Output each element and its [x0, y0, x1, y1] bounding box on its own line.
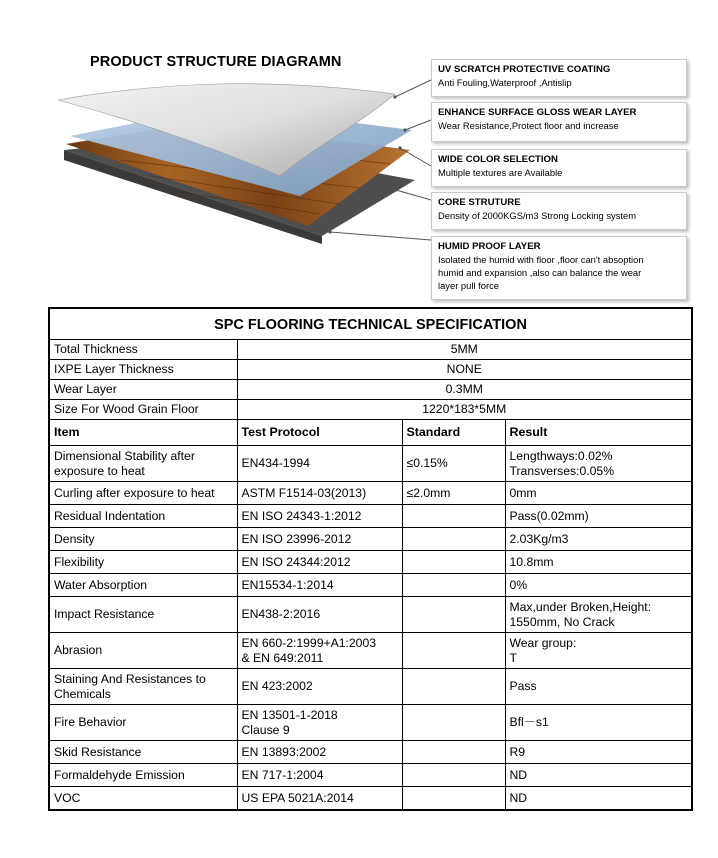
- layer-desc: Isolated the humid with floor ,floor can't absoption: [438, 254, 644, 265]
- standard-cell: [402, 551, 505, 574]
- column-header: Result: [505, 420, 691, 446]
- layer-label-uv: [431, 59, 687, 97]
- spec-value: 1220*183*5MM: [237, 400, 691, 420]
- result-cell: ND: [505, 764, 691, 787]
- layer-desc: Density of 2000KGS/m3 Strong Locking system: [438, 210, 637, 221]
- spec-label: Wear Layer: [50, 380, 237, 400]
- standard-cell: [402, 528, 505, 551]
- item-cell: Residual Indentation: [50, 505, 237, 528]
- standard-cell: [402, 597, 505, 633]
- result-cell: Lengthways:0.02% Transverses:0.05%: [505, 446, 691, 482]
- protocol-cell: EN ISO 23996-2012: [237, 528, 402, 551]
- item-cell: Water Absorption: [50, 574, 237, 597]
- column-header: Test Protocol: [237, 420, 402, 446]
- item-cell: Density: [50, 528, 237, 551]
- layer-desc: Multiple textures are Available: [438, 167, 563, 178]
- layer-title: CORE STRUTURE: [438, 197, 521, 208]
- layer-label-wear: [431, 102, 687, 142]
- table-row: [50, 705, 691, 741]
- standard-cell: [402, 764, 505, 787]
- table-row: [50, 360, 691, 380]
- standard-cell: [402, 787, 505, 810]
- item-cell: Dimensional Stability after exposure to heat: [50, 446, 237, 482]
- table-row: [50, 633, 691, 669]
- column-header: Standard: [402, 420, 505, 446]
- result-cell: Pass: [505, 669, 691, 705]
- spec-value: 5MM: [237, 340, 691, 360]
- result-cell: Pass(0.02mm): [505, 505, 691, 528]
- result-cell: 10.8mm: [505, 551, 691, 574]
- protocol-cell: EN 423:2002: [237, 669, 402, 705]
- layer-label-core: [431, 192, 687, 230]
- table-header-row: [50, 420, 691, 446]
- standard-cell: [402, 669, 505, 705]
- result-cell: Max,under Broken,Height: 1550mm, No Crack: [505, 597, 691, 633]
- layer-label-humid: [431, 236, 687, 300]
- result-cell: 0%: [505, 574, 691, 597]
- table-row: [50, 482, 691, 505]
- item-cell: Impact Resistance: [50, 597, 237, 633]
- protocol-cell: ASTM F1514-03(2013): [237, 482, 402, 505]
- item-cell: Flexibility: [50, 551, 237, 574]
- spec-value: NONE: [237, 360, 691, 380]
- table-row: [50, 446, 691, 482]
- item-cell: Abrasion: [50, 633, 237, 669]
- layer-label-color: [431, 149, 687, 187]
- test-results-table: [50, 420, 691, 809]
- spec-value: 0.3MM: [237, 380, 691, 400]
- result-cell: Bfl－s1: [505, 705, 691, 741]
- result-cell: Wear group: T: [505, 633, 691, 669]
- table-row: [50, 787, 691, 810]
- table-row: [50, 505, 691, 528]
- spec-table: [48, 307, 693, 811]
- layer-desc: Wear Resistance,Protect floor and increase: [438, 120, 619, 131]
- standard-cell: ≤0.15%: [402, 446, 505, 482]
- protocol-cell: EN ISO 24343-1:2012: [237, 505, 402, 528]
- result-cell: R9: [505, 741, 691, 764]
- layer-desc: humid and expansion ,also can balance the wear: [438, 267, 642, 278]
- table-row: [50, 340, 691, 360]
- layer-desc: Anti Fouling,Waterproof ,Antislip: [438, 77, 572, 88]
- protocol-cell: EN 13501-1-2018 Clause 9: [237, 705, 402, 741]
- standard-cell: [402, 633, 505, 669]
- layer-title: HUMID PROOF LAYER: [438, 241, 541, 252]
- standard-cell: [402, 574, 505, 597]
- result-cell: 2.03Kg/m3: [505, 528, 691, 551]
- protocol-cell: EN15534-1:2014: [237, 574, 402, 597]
- result-cell: ND: [505, 787, 691, 810]
- table-row: [50, 764, 691, 787]
- item-cell: Skid Resistance: [50, 741, 237, 764]
- spec-label: Size For Wood Grain Floor: [50, 400, 237, 420]
- spec-title: SPC FLOORING TECHNICAL SPECIFICATION: [50, 309, 691, 340]
- general-spec-table: [50, 340, 691, 420]
- standard-cell: [402, 505, 505, 528]
- table-row: [50, 400, 691, 420]
- diagram-title: PRODUCT STRUCTURE DIAGRAMN: [90, 54, 342, 70]
- protocol-cell: EN 660-2:1999+A1:2003 & EN 649:2011: [237, 633, 402, 669]
- standard-cell: [402, 741, 505, 764]
- layer-title: ENHANCE SURFACE GLOSS WEAR LAYER: [438, 107, 637, 118]
- protocol-cell: EN 717-1:2004: [237, 764, 402, 787]
- standard-cell: ≤2.0mm: [402, 482, 505, 505]
- standard-cell: [402, 705, 505, 741]
- protocol-cell: EN434-1994: [237, 446, 402, 482]
- item-cell: VOC: [50, 787, 237, 810]
- layer-desc: layer pull force: [438, 280, 499, 291]
- layer-title: WIDE COLOR SELECTION: [438, 154, 558, 165]
- table-row: [50, 380, 691, 400]
- protocol-cell: US EPA 5021A:2014: [237, 787, 402, 810]
- item-cell: Curling after exposure to heat: [50, 482, 237, 505]
- table-row: [50, 597, 691, 633]
- protocol-cell: EN ISO 24344:2012: [237, 551, 402, 574]
- protocol-cell: EN 13893:2002: [237, 741, 402, 764]
- table-row: [50, 669, 691, 705]
- protocol-cell: EN438-2:2016: [237, 597, 402, 633]
- table-row: [50, 528, 691, 551]
- layer-title: UV SCRATCH PROTECTIVE COATING: [438, 64, 611, 75]
- spec-label: Total Thickness: [50, 340, 237, 360]
- table-row: [50, 574, 691, 597]
- column-header: Item: [50, 420, 237, 446]
- result-cell: 0mm: [505, 482, 691, 505]
- table-row: [50, 551, 691, 574]
- spec-label: IXPE Layer Thickness: [50, 360, 237, 380]
- table-row: [50, 741, 691, 764]
- item-cell: Fire Behavior: [50, 705, 237, 741]
- item-cell: Formaldehyde Emission: [50, 764, 237, 787]
- item-cell: Staining And Resistances to Chemicals: [50, 669, 237, 705]
